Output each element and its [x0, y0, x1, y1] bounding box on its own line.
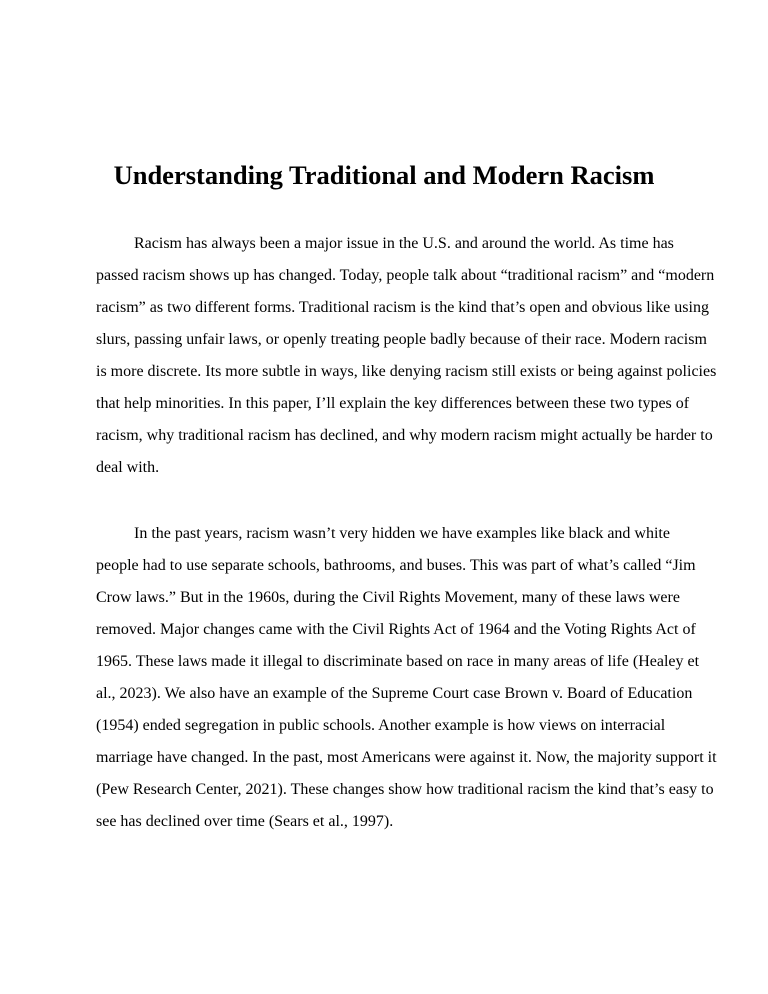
paragraph-line: marriage have changed. In the past, most Americans were against it. Now, the majority support it	[96, 749, 717, 766]
paragraph-line: slurs, passing unfair laws, or openly treating people badly because of their race. Modern racism	[96, 331, 707, 348]
paragraph-line: (Pew Research Center, 2021). These changes show how traditional racism the kind that’s easy to	[96, 781, 714, 798]
document-title: Understanding Traditional and Modern Racism	[113, 160, 655, 190]
paragraph-introduction	[96, 228, 717, 484]
paragraph-line: removed. Major changes came with the Civil Rights Act of 1964 and the Voting Rights Act of	[96, 621, 696, 638]
paragraph-line: racism” as two different forms. Traditional racism is the kind that’s open and obvious like using	[96, 299, 709, 316]
paragraph-line: passed racism shows up has changed. Today, people talk about “traditional racism” and “modern	[96, 267, 715, 284]
paragraph-line: that help minorities. In this paper, I’ll explain the key differences between these two types of	[96, 395, 690, 412]
paragraph-line: deal with.	[96, 459, 160, 476]
paragraph-line: 1965. These laws made it illegal to discriminate based on race in many areas of life (Healey et	[96, 653, 700, 670]
paragraph-line: is more discrete. Its more subtle in ways, like denying racism still exists or being against policies	[96, 363, 717, 380]
paragraph-line: racism, why traditional racism has declined, and why modern racism might actually be harder to	[96, 427, 713, 444]
paragraph-traditional-racism-history	[96, 518, 717, 838]
paragraph-line: people had to use separate schools, bathrooms, and buses. This was part of what’s called “Jim	[96, 557, 696, 574]
paragraph-line: al., 2023). We also have an example of the Supreme Court case Brown v. Board of Education	[96, 685, 693, 702]
paragraph-line: see has declined over time (Sears et al., 1997).	[96, 813, 394, 830]
paragraph-line: In the past years, racism wasn’t very hidden we have examples like black and white	[134, 525, 670, 542]
paragraph-line: (1954) ended segregation in public schools. Another example is how views on interracial	[96, 717, 666, 734]
paragraph-line: Crow laws.” But in the 1960s, during the Civil Rights Movement, many of these laws were	[96, 589, 680, 606]
paragraph-line: Racism has always been a major issue in the U.S. and around the world. As time has	[134, 235, 674, 252]
